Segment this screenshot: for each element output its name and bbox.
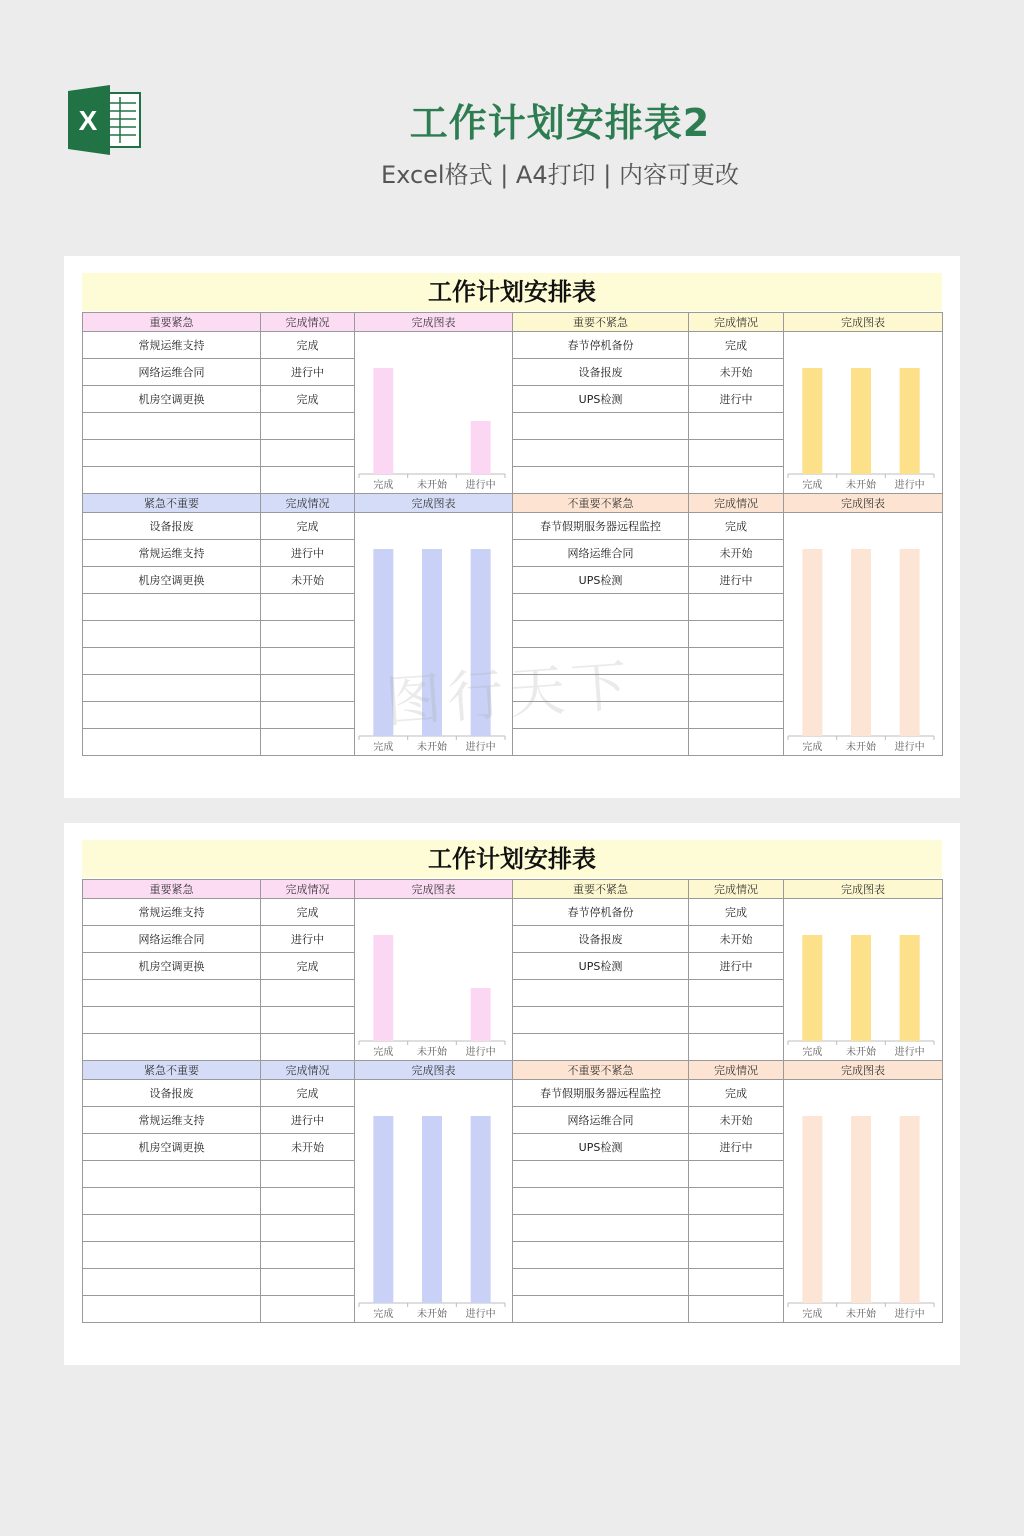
sheet-title: 工作计划安排表 [82, 840, 942, 878]
task-cell[interactable] [513, 729, 689, 756]
status-cell[interactable]: 完成 [689, 899, 784, 926]
tick-label: 进行中 [465, 1047, 496, 1058]
status-cell[interactable] [689, 648, 784, 675]
tick-label: 进行中 [465, 1309, 496, 1320]
bar-chart [784, 513, 940, 754]
bar [802, 1116, 822, 1303]
task-cell[interactable]: 网络运维合同 [83, 359, 261, 386]
status-chart [784, 899, 943, 1061]
task-cell[interactable] [83, 1161, 261, 1188]
task-cell[interactable]: 网络运维合同 [83, 926, 261, 953]
status-cell[interactable]: 完成 [261, 899, 355, 926]
task-cell[interactable] [83, 980, 261, 1007]
status-cell[interactable] [261, 1161, 355, 1188]
task-cell[interactable] [83, 413, 261, 440]
task-cell[interactable]: 常规运维支持 [83, 540, 261, 567]
plan-table [82, 879, 943, 1323]
status-cell[interactable]: 未开始 [689, 359, 784, 386]
table-row [83, 513, 943, 540]
excel-logo-icon [68, 85, 142, 155]
tick-label: 未开始 [417, 742, 447, 753]
status-cell[interactable] [261, 702, 355, 729]
tick-label: 进行中 [894, 742, 925, 753]
status-cell[interactable]: 完成 [261, 332, 355, 359]
bar [802, 549, 822, 736]
status-cell[interactable]: 进行中 [689, 953, 784, 980]
task-cell[interactable] [513, 1242, 689, 1269]
status-cell[interactable]: 未开始 [689, 926, 784, 953]
status-cell[interactable]: 未开始 [261, 1134, 355, 1161]
bar [471, 1116, 491, 1303]
task-cell[interactable] [83, 1242, 261, 1269]
task-cell[interactable] [83, 467, 261, 494]
bar-chart [355, 1080, 511, 1321]
task-cell[interactable]: 春节假期服务器远程监控 [513, 1080, 689, 1107]
bar [471, 549, 491, 736]
task-cell[interactable] [513, 1269, 689, 1296]
status-cell[interactable] [689, 1161, 784, 1188]
status-cell[interactable] [261, 467, 355, 494]
bar [373, 1116, 393, 1303]
bar-chart [784, 1080, 940, 1321]
bar [851, 1116, 871, 1303]
quadrant-header-row [83, 313, 943, 332]
status-chart [784, 332, 943, 494]
tick-label: 未开始 [846, 742, 876, 753]
quadrant-header-row [83, 494, 943, 513]
table-row [83, 899, 943, 926]
quadrant-header-row [83, 1061, 943, 1080]
status-column-header: 完成情况 [689, 494, 784, 513]
status-cell[interactable]: 完成 [261, 513, 355, 540]
status-chart [784, 1080, 943, 1323]
task-cell[interactable]: 常规运维支持 [83, 332, 261, 359]
status-cell[interactable] [261, 1034, 355, 1061]
status-column-header: 完成情况 [689, 313, 784, 332]
status-cell[interactable] [689, 1269, 784, 1296]
status-cell[interactable] [261, 1007, 355, 1034]
bar [373, 935, 393, 1041]
status-column-header: 完成情况 [261, 313, 355, 332]
task-cell[interactable]: 机房空调更换 [83, 1134, 261, 1161]
bar [802, 368, 822, 474]
status-cell[interactable]: 完成 [689, 332, 784, 359]
bar [851, 549, 871, 736]
status-cell[interactable]: 完成 [261, 386, 355, 413]
task-cell[interactable] [513, 1188, 689, 1215]
task-cell[interactable]: 设备报废 [513, 926, 689, 953]
status-cell[interactable]: 进行中 [261, 926, 355, 953]
tick-label: 进行中 [894, 1309, 925, 1320]
tick-label: 完成 [373, 1309, 394, 1320]
bar [900, 549, 920, 736]
status-cell[interactable] [689, 1034, 784, 1061]
bar [851, 935, 871, 1041]
task-cell[interactable] [83, 648, 261, 675]
tick-label: 完成 [802, 1309, 823, 1320]
tick-label: 进行中 [465, 480, 496, 491]
status-cell[interactable] [261, 1215, 355, 1242]
chart-column-header: 完成图表 [355, 1061, 513, 1080]
tick-label: 未开始 [417, 1309, 447, 1320]
worksheet [64, 823, 960, 1365]
bar [851, 368, 871, 474]
task-cell[interactable] [513, 980, 689, 1007]
page-title: 工作计划安排表2 [409, 101, 711, 145]
status-cell[interactable] [689, 440, 784, 467]
status-cell[interactable] [689, 467, 784, 494]
quadrant-title: 重要紧急 [83, 313, 261, 332]
status-cell[interactable] [261, 980, 355, 1007]
page-subtitle: Excel格式 | A4打印 | 内容可更改 [381, 161, 739, 189]
task-cell[interactable] [513, 440, 689, 467]
status-column-header: 完成情况 [689, 880, 784, 899]
status-cell[interactable] [261, 675, 355, 702]
task-cell[interactable] [83, 1296, 261, 1323]
status-column-header: 完成情况 [261, 880, 355, 899]
tick-label: 未开始 [417, 1047, 447, 1058]
status-cell[interactable] [689, 980, 784, 1007]
sheet-title: 工作计划安排表 [82, 273, 942, 311]
task-cell[interactable] [83, 594, 261, 621]
task-cell[interactable] [83, 621, 261, 648]
bar-chart [355, 513, 511, 754]
excel-logo-letter: X [78, 105, 98, 136]
status-cell[interactable] [261, 1242, 355, 1269]
status-cell[interactable] [261, 594, 355, 621]
bar [471, 988, 491, 1041]
tick-label: 完成 [802, 742, 823, 753]
quadrant-header-row [83, 880, 943, 899]
status-cell[interactable] [689, 1296, 784, 1323]
status-cell[interactable] [261, 729, 355, 756]
chart-column-header: 完成图表 [784, 494, 943, 513]
task-cell[interactable]: 网络运维合同 [513, 540, 689, 567]
quadrant-title: 不重要不紧急 [513, 494, 689, 513]
table-row [83, 1080, 943, 1107]
task-cell[interactable]: 春节假期服务器远程监控 [513, 513, 689, 540]
chart-column-header: 完成图表 [784, 1061, 943, 1080]
status-chart [355, 899, 513, 1061]
task-cell[interactable] [83, 1034, 261, 1061]
status-cell[interactable] [261, 621, 355, 648]
task-cell[interactable] [513, 413, 689, 440]
bar [373, 368, 393, 474]
task-cell[interactable]: UPS检测 [513, 386, 689, 413]
bar [900, 368, 920, 474]
task-cell[interactable] [83, 675, 261, 702]
status-cell[interactable] [261, 648, 355, 675]
tick-label: 未开始 [846, 1047, 876, 1058]
status-column-header: 完成情况 [261, 494, 355, 513]
task-cell[interactable] [513, 702, 689, 729]
status-cell[interactable]: 进行中 [689, 386, 784, 413]
tick-label: 完成 [373, 480, 394, 491]
chart-column-header: 完成图表 [784, 880, 943, 899]
task-cell[interactable]: 春节停机备份 [513, 899, 689, 926]
quadrant-title: 不重要不紧急 [513, 1061, 689, 1080]
task-cell[interactable] [513, 1296, 689, 1323]
chart-column-header: 完成图表 [355, 880, 513, 899]
bar [471, 421, 491, 474]
task-cell[interactable] [513, 1215, 689, 1242]
task-cell[interactable]: 机房空调更换 [83, 386, 261, 413]
task-cell[interactable] [513, 1007, 689, 1034]
status-cell[interactable]: 进行中 [261, 359, 355, 386]
status-cell[interactable]: 未开始 [689, 1107, 784, 1134]
task-cell[interactable] [83, 702, 261, 729]
chart-column-header: 完成图表 [355, 313, 513, 332]
task-cell[interactable] [513, 594, 689, 621]
task-cell[interactable]: 设备报废 [513, 359, 689, 386]
quadrant-title: 紧急不重要 [83, 494, 261, 513]
status-cell[interactable]: 完成 [261, 953, 355, 980]
task-cell[interactable] [83, 1188, 261, 1215]
status-cell[interactable]: 未开始 [689, 540, 784, 567]
task-cell[interactable]: 机房空调更换 [83, 567, 261, 594]
status-cell[interactable]: 进行中 [261, 540, 355, 567]
status-cell[interactable] [689, 1188, 784, 1215]
quadrant-title: 紧急不重要 [83, 1061, 261, 1080]
status-cell[interactable] [261, 1296, 355, 1323]
task-cell[interactable]: UPS检测 [513, 567, 689, 594]
task-cell[interactable] [513, 648, 689, 675]
task-cell[interactable]: 常规运维支持 [83, 899, 261, 926]
task-cell[interactable] [513, 467, 689, 494]
tick-label: 未开始 [417, 480, 447, 491]
task-cell[interactable] [83, 1007, 261, 1034]
tick-label: 进行中 [894, 480, 925, 491]
bar-chart [355, 899, 511, 1059]
chart-column-header: 完成图表 [355, 494, 513, 513]
status-cell[interactable]: 完成 [261, 1080, 355, 1107]
status-chart [355, 1080, 513, 1323]
status-cell[interactable] [689, 621, 784, 648]
status-cell[interactable] [689, 675, 784, 702]
tick-label: 完成 [802, 1047, 823, 1058]
task-cell[interactable] [83, 440, 261, 467]
tick-label: 完成 [373, 742, 394, 753]
quadrant-title: 重要不紧急 [513, 880, 689, 899]
bar-chart [784, 899, 940, 1059]
task-cell[interactable] [513, 675, 689, 702]
status-cell[interactable] [261, 440, 355, 467]
task-cell[interactable] [513, 621, 689, 648]
table-row [83, 332, 943, 359]
bar [802, 935, 822, 1041]
task-cell[interactable]: 机房空调更换 [83, 953, 261, 980]
status-cell[interactable] [261, 413, 355, 440]
task-cell[interactable]: 常规运维支持 [83, 1107, 261, 1134]
status-cell[interactable] [689, 413, 784, 440]
status-cell[interactable] [689, 1242, 784, 1269]
bar [422, 549, 442, 736]
status-cell[interactable] [689, 594, 784, 621]
task-cell[interactable]: UPS检测 [513, 953, 689, 980]
quadrant-title: 重要紧急 [83, 880, 261, 899]
task-cell[interactable] [83, 729, 261, 756]
status-cell[interactable]: 完成 [689, 513, 784, 540]
bar [422, 1116, 442, 1303]
chart-column-header: 完成图表 [784, 313, 943, 332]
task-cell[interactable]: 设备报废 [83, 1080, 261, 1107]
watermark: 图行天下 [383, 653, 636, 736]
status-cell[interactable]: 未开始 [261, 567, 355, 594]
worksheet [64, 256, 960, 798]
task-cell[interactable] [513, 1161, 689, 1188]
status-cell[interactable] [261, 1188, 355, 1215]
status-cell[interactable] [689, 1007, 784, 1034]
task-cell[interactable] [513, 1034, 689, 1061]
status-cell[interactable] [689, 702, 784, 729]
bar-chart [784, 332, 940, 492]
status-cell[interactable]: 进行中 [689, 567, 784, 594]
task-cell[interactable] [83, 1269, 261, 1296]
status-chart [784, 513, 943, 756]
status-chart [355, 332, 513, 494]
tick-label: 进行中 [465, 742, 496, 753]
status-cell[interactable] [689, 729, 784, 756]
task-cell[interactable]: 网络运维合同 [513, 1107, 689, 1134]
status-column-header: 完成情况 [261, 1061, 355, 1080]
bar [900, 935, 920, 1041]
status-cell[interactable]: 进行中 [261, 1107, 355, 1134]
quadrant-title: 重要不紧急 [513, 313, 689, 332]
status-cell[interactable]: 完成 [689, 1080, 784, 1107]
tick-label: 完成 [373, 1047, 394, 1058]
task-cell[interactable]: 设备报废 [83, 513, 261, 540]
plan-table [82, 312, 943, 756]
status-cell[interactable] [261, 1269, 355, 1296]
task-cell[interactable]: 春节停机备份 [513, 332, 689, 359]
tick-label: 完成 [802, 480, 823, 491]
task-cell[interactable]: UPS检测 [513, 1134, 689, 1161]
status-chart [355, 513, 513, 756]
bar-chart [355, 332, 511, 492]
status-cell[interactable] [689, 1215, 784, 1242]
status-cell[interactable]: 进行中 [689, 1134, 784, 1161]
task-cell[interactable] [83, 1215, 261, 1242]
tick-label: 未开始 [846, 480, 876, 491]
bar [373, 549, 393, 736]
bar [900, 1116, 920, 1303]
status-column-header: 完成情况 [689, 1061, 784, 1080]
tick-label: 进行中 [894, 1047, 925, 1058]
tick-label: 未开始 [846, 1309, 876, 1320]
